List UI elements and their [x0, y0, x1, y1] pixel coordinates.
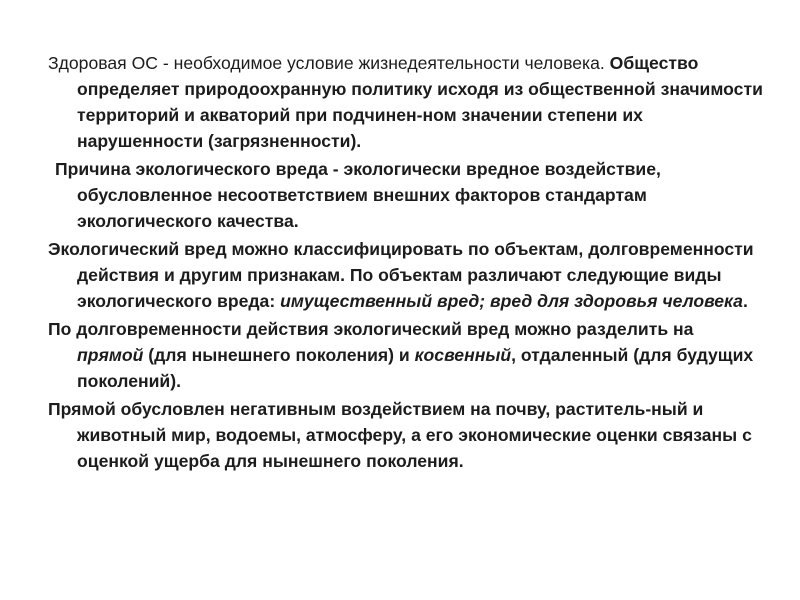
paragraph-4-italic-indirect: косвенный	[414, 345, 512, 365]
paragraph-4	[48, 316, 764, 394]
paragraph-2-text: Причина экологического вреда - экологически вредное воздействие, обусловленное несоответствием внешних факторов стандартам экологического качества.	[55, 159, 661, 231]
paragraph-1-sentence-1: Здоровая ОС - необходимое условие жизнедеятельности человека.	[48, 53, 605, 73]
paragraph-3-text: Экологический вред можно классифицировать по объектам, долговременности действия и другим признакам. По объектам различают следующие виды экологического вреда:	[48, 239, 754, 311]
paragraph-3-italic-text: имущественный вред; вред для здоровья человека	[280, 291, 743, 311]
paragraph-3-end: .	[742, 291, 748, 311]
paragraph-4-italic-direct: прямой	[77, 345, 144, 365]
paragraph-1	[48, 50, 764, 154]
paragraph-1-sentence-2: Общество определяет природоохранную политику исходя из общественной значимости территорий и акваторий при подчинен-ном значении степени их нарушенности (загрязненности).	[77, 53, 763, 151]
paragraph-5-text: Прямой обусловлен негативным воздействием на почву, раститель-ный и животный мир, водоемы, атмосферу, а его экономические оценки связаны с оценкой ущерба для нынешнего поколения.	[48, 399, 752, 471]
paragraph-4-text-end: , отдаленный (для будущих поколений).	[77, 345, 754, 391]
paragraph-4-text-start: По долговременности действия экологический вред можно разделить на	[48, 319, 694, 339]
paragraph-4-text-middle: (для нынешнего поколения) и	[143, 345, 415, 365]
paragraph-5	[48, 396, 764, 474]
slide-text	[48, 50, 764, 474]
paragraph-2	[48, 156, 764, 234]
paragraph-3	[48, 236, 764, 314]
